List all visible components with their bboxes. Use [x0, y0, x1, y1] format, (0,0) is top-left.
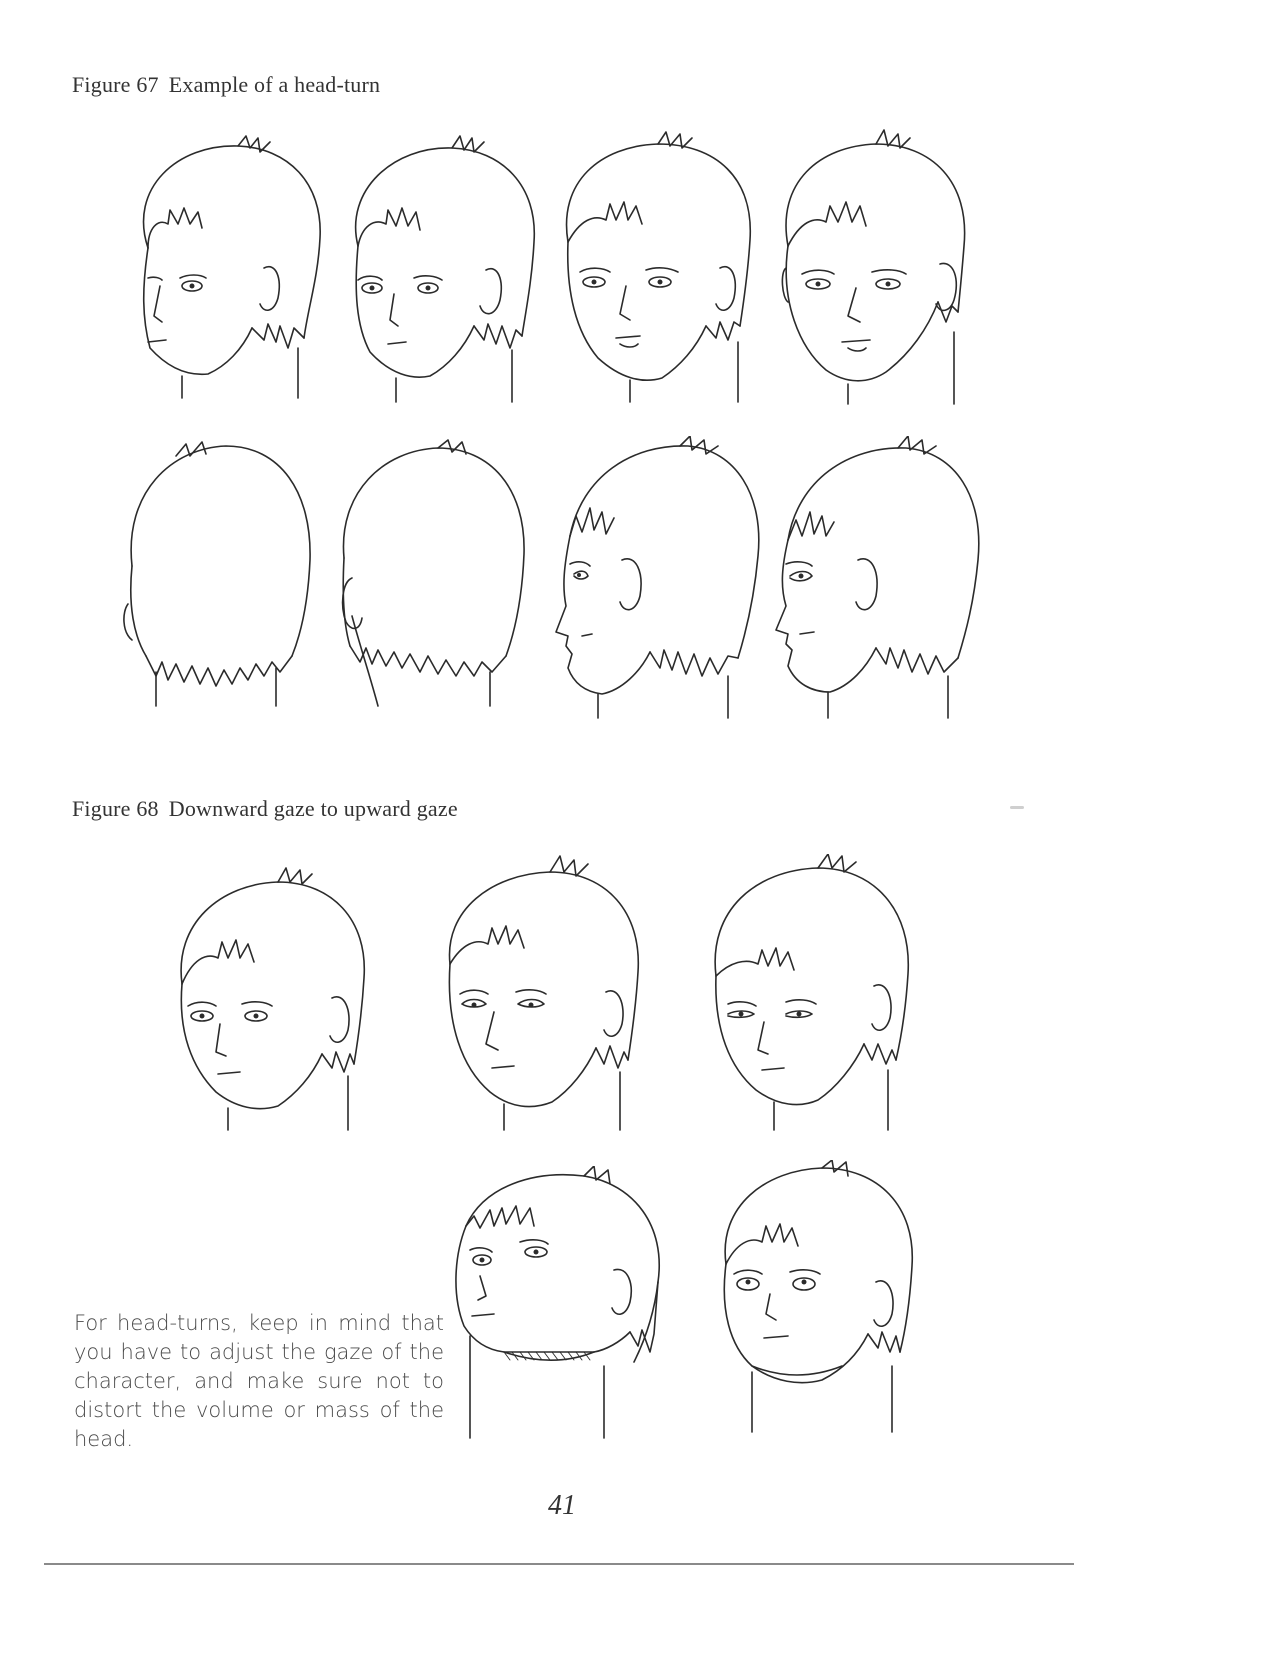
head-3q-left-drawing — [118, 128, 338, 408]
figure-67-illustration-5 — [116, 436, 326, 716]
figure-68-illustration-3 — [706, 854, 926, 1136]
scan-speck — [1010, 806, 1024, 809]
figure-68-caption — [72, 796, 458, 822]
figure-68-number: Figure 68 — [72, 796, 159, 821]
head-near-front-drawing — [550, 122, 770, 410]
figure-67-illustration-8 — [768, 436, 988, 726]
head-slight-left-drawing — [334, 130, 554, 410]
gaze-down-drawing — [440, 854, 660, 1136]
figure-67-number: Figure 67 — [72, 72, 159, 97]
head-back-drawing — [116, 436, 326, 716]
head-front-drawing — [764, 122, 984, 410]
head-3q-profile-left-drawing — [768, 436, 988, 726]
figure-68-illustration-4 — [444, 1166, 684, 1446]
figure-67-caption — [72, 72, 380, 98]
page-number: 41 — [548, 1490, 576, 1521]
figure-67-illustration-1 — [118, 128, 338, 408]
figure-67-illustration-4 — [764, 122, 984, 410]
figure-68-illustration-2 — [440, 854, 660, 1136]
gaze-far-up-drawing — [444, 1166, 684, 1446]
gaze-up-drawing — [712, 1160, 942, 1442]
figure-68-title: Downward gaze to upward gaze — [168, 796, 458, 821]
figure-67-illustration-6 — [330, 436, 540, 716]
body-text: For head-turns, keep in mind that you have to adjust the gaze of the character, and make sure not to distort the volume or mass of the head. — [74, 1311, 444, 1451]
figure-68-illustration-5 — [712, 1160, 942, 1442]
figure-67-illustration-3 — [550, 122, 770, 410]
figure-67-illustration-2 — [334, 130, 554, 410]
figure-67-title: Example of a head-turn — [168, 72, 381, 97]
figure-67-illustration-7 — [552, 436, 772, 726]
footer-rule — [44, 1563, 1074, 1565]
gaze-slight-down-drawing — [168, 854, 388, 1134]
head-profile-left-drawing — [552, 436, 772, 726]
figure-68-illustration-1 — [168, 854, 388, 1134]
gaze-far-down-drawing — [706, 854, 926, 1136]
head-back-3q-drawing — [330, 436, 540, 716]
